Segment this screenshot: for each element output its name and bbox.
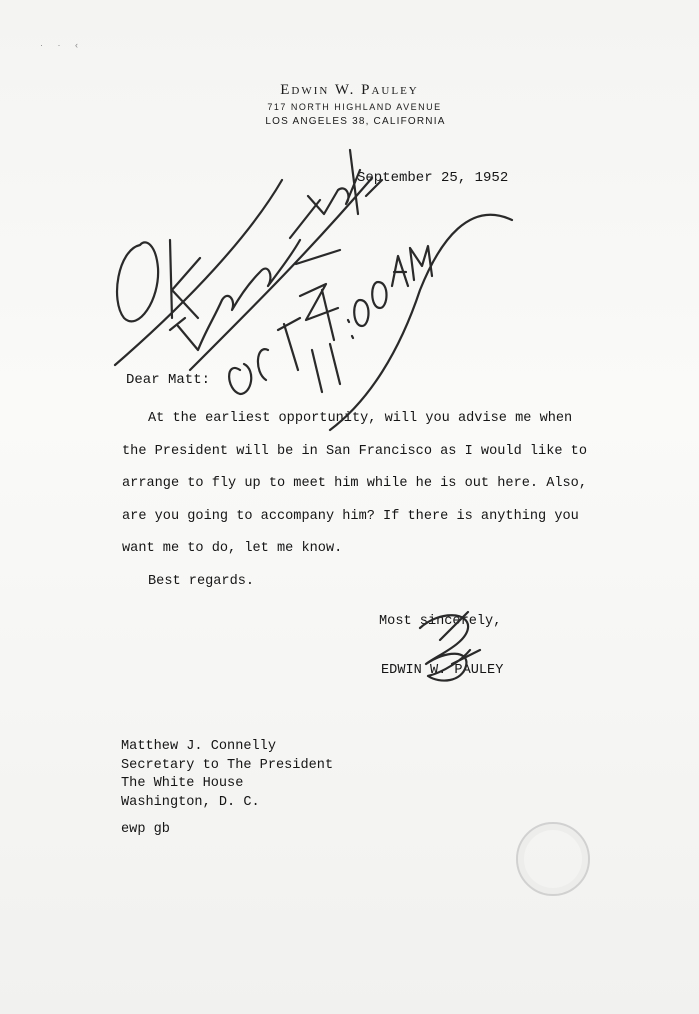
recipient-office: The White House <box>121 776 244 791</box>
salutation: Dear Matt: <box>126 372 211 388</box>
body-line: the President will be in San Francisco as I would like to <box>122 443 587 459</box>
body-line: are you going to accompany him? If there is anything you <box>122 508 579 524</box>
handwriting-date <box>229 250 340 394</box>
handwriting-diagonal-stroke <box>190 178 372 370</box>
closing: Most sincerely, <box>379 614 502 629</box>
letter-body <box>122 403 602 598</box>
corner-marks: · · ‹ <box>40 40 84 50</box>
letterhead-city: LOS ANGELES 38, CALIFORNIA <box>265 116 446 127</box>
signer-name: EDWIN W. PAULEY <box>381 663 504 678</box>
handwriting-curve <box>330 215 512 430</box>
body-line: At the earliest opportunity, will you advise me when <box>148 411 573 426</box>
recipient-name: Matthew J. Connelly <box>121 739 276 754</box>
handwriting-hotel <box>170 150 382 350</box>
archive-stamp <box>516 822 590 896</box>
regards: Best regards. <box>148 573 255 589</box>
body-line: want me to do, let me know. <box>122 541 343 556</box>
recipient-address <box>121 738 333 812</box>
handwriting-time <box>312 246 432 392</box>
letterhead-street: 717 NORTH HIGHLAND AVENUE <box>267 102 442 112</box>
handwriting-diagonal-stroke <box>115 180 282 365</box>
handwriting-ok <box>117 240 200 321</box>
recipient-title: Secretary to The President <box>121 757 334 773</box>
recipient-city: Washington, D. C. <box>121 794 260 810</box>
body-line: arrange to fly up to meet him while he is out here. Also, <box>122 476 587 491</box>
letter-date: September 25, 1952 <box>357 170 509 186</box>
letterhead-name: Edwin W. Pauley <box>280 82 419 98</box>
letterhead <box>0 82 699 127</box>
reference-initials: ewp gb <box>121 822 170 837</box>
